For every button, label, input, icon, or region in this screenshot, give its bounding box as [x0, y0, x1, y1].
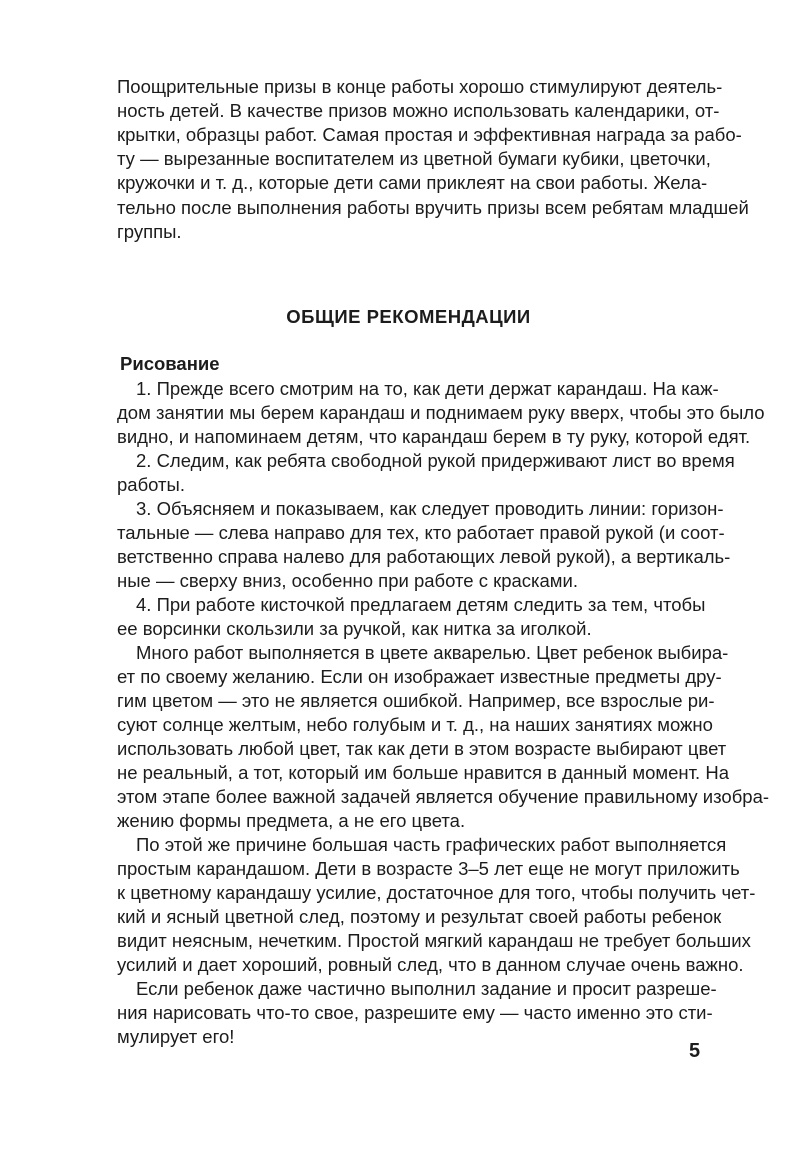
body-line: тальные — слева направо для тех, кто работает правой рукой (и соот-	[117, 522, 725, 543]
body-line: дом занятии мы берем карандаш и поднимаем руку вверх, чтобы это было	[117, 402, 765, 423]
body-line: использовать любой цвет, так как дети в этом возрасте выбирают цвет	[117, 738, 727, 759]
body-line: мулирует его!	[117, 1026, 235, 1047]
intro-line: Поощрительные призы в конце работы хорошо стимулируют деятель-	[117, 76, 723, 97]
body-line: ее ворсинки скользили за ручкой, как нитка за иголкой.	[117, 618, 592, 639]
body-line: кий и ясный цветной след, поэтому и результат своей работы ребенок	[117, 906, 722, 927]
intro-line: кружочки и т. д., которые дети сами приклеят на свои работы. Жела-	[117, 172, 708, 193]
body-line: работы.	[117, 474, 185, 495]
intro-line: крытки, образцы работ. Самая простая и эффективная награда за рабо-	[117, 124, 742, 145]
body-line: суют солнце желтым, небо голубым и т. д., на наших занятиях можно	[117, 714, 713, 735]
body-line: 3. Объясняем и показываем, как следует проводить линии: горизон-	[136, 498, 724, 519]
body-line: 2. Следим, как ребята свободной рукой придерживают лист во время	[136, 450, 735, 471]
body-line: 4. При работе кисточкой предлагаем детям следить за тем, чтобы	[136, 594, 706, 615]
body-line: ные — сверху вниз, особенно при работе с красками.	[117, 570, 579, 591]
section-title: ОБЩИЕ РЕКОМЕНДАЦИИ	[286, 306, 531, 327]
intro-line: тельно после выполнения работы вручить призы всем ребятам младшей	[117, 197, 749, 218]
body-line: По этой же причине большая часть графических работ выполняется	[136, 834, 727, 855]
body-line: видно, и напоминаем детям, что карандаш берем в ту руку, которой едят.	[117, 426, 751, 447]
body-line: ния нарисовать что-то свое, разрешите ему — часто именно это сти-	[117, 1002, 713, 1023]
intro-line: группы.	[117, 221, 182, 242]
body-line: ветственно справа налево для работающих левой рукой), а вертикаль-	[117, 546, 731, 567]
body-line: жению формы предмета, а не его цвета.	[117, 810, 466, 831]
body-line: 1. Прежде всего смотрим на то, как дети держат карандаш. На каж-	[136, 378, 719, 399]
body-line: Если ребенок даже частично выполнил задание и просит разреше-	[136, 978, 717, 999]
body-line: этом этапе более важной задачей является обучение правильному изобра-	[117, 786, 770, 807]
body-line: ет по своему желанию. Если он изображает известные предметы дру-	[117, 666, 722, 687]
body-line: Много работ выполняется в цвете акварелью. Цвет ребенок выбира-	[136, 642, 729, 663]
subsection-title: Рисование	[120, 353, 220, 374]
body-line: не реальный, а тот, который им больше нравится в данный момент. На	[117, 762, 729, 783]
intro-line: ность детей. В качестве призов можно использовать календарики, от-	[117, 100, 720, 121]
body-line: гим цветом — это не является ошибкой. Например, все взрослые ри-	[117, 690, 715, 711]
body-line: к цветному карандашу усилие, достаточное для того, чтобы получить чет-	[117, 882, 756, 903]
body-line: простым карандашом. Дети в возрасте 3–5 лет еще не могут приложить	[117, 858, 740, 879]
body-line: видит неясным, нечетким. Простой мягкий карандаш не требует больших	[117, 930, 751, 951]
body-line: усилий и дает хороший, ровный след, что в данном случае очень важно.	[117, 954, 744, 975]
intro-line: ту — вырезанные воспитателем из цветной бумаги кубики, цветочки,	[117, 148, 711, 169]
page-number: 5	[689, 1040, 701, 1062]
